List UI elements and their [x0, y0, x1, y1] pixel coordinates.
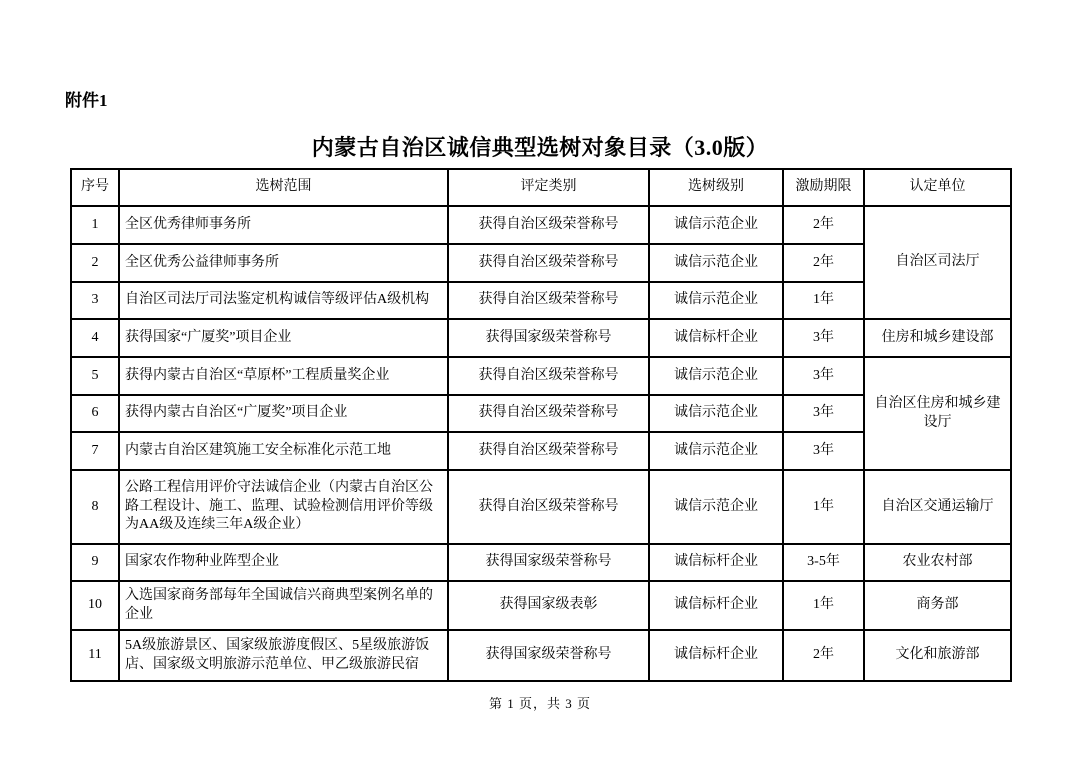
- cell-level: 诚信示范企业: [649, 244, 783, 282]
- cell-no: 7: [71, 432, 119, 470]
- cell-unit: 住房和城乡建设部: [864, 319, 1011, 357]
- cell-unit: 自治区交通运输厅: [864, 470, 1011, 544]
- table-header-row: [71, 169, 1011, 206]
- cell-no: 5: [71, 357, 119, 395]
- cell-scope: 国家农作物种业阵型企业: [119, 544, 448, 581]
- cell-scope: 获得国家“广厦奖”项目企业: [119, 319, 448, 357]
- cell-category: 获得自治区级荣誉称号: [448, 282, 649, 319]
- cell-category: 获得自治区级荣誉称号: [448, 470, 649, 544]
- cell-period: 2年: [783, 244, 864, 282]
- cell-category: 获得国家级表彰: [448, 581, 649, 630]
- cell-no: 6: [71, 395, 119, 432]
- cell-level: 诚信标杆企业: [649, 319, 783, 357]
- cell-category: 获得国家级荣誉称号: [448, 630, 649, 681]
- table-row: [71, 470, 1011, 544]
- page-number-footer: 第 1 页，共 3 页: [488, 696, 591, 711]
- cell-level: 诚信示范企业: [649, 206, 783, 244]
- cell-no: 1: [71, 206, 119, 244]
- cell-unit: 自治区住房和城乡建设厅: [864, 357, 1011, 470]
- cell-scope: 内蒙古自治区建筑施工安全标准化示范工地: [119, 432, 448, 470]
- page-title: 内蒙古自治区诚信典型选树对象目录（3.0版）: [311, 135, 769, 160]
- cell-scope: 获得内蒙古自治区“广厦奖”项目企业: [119, 395, 448, 432]
- header-unit: 认定单位: [864, 169, 1011, 206]
- cell-level: 诚信标杆企业: [649, 544, 783, 581]
- cell-scope: 公路工程信用评价守法诚信企业（内蒙古自治区公路工程设计、施工、监理、试验检测信用评价等级为AA级及连续三年A级企业）: [119, 470, 448, 544]
- table-row: [71, 544, 1011, 581]
- cell-no: 3: [71, 282, 119, 319]
- cell-category: 获得自治区级荣誉称号: [448, 206, 649, 244]
- cell-level: 诚信标杆企业: [649, 581, 783, 630]
- cell-scope: 5A级旅游景区、国家级旅游度假区、5星级旅游饭店、国家级文明旅游示范单位、甲乙级旅游民宿: [119, 630, 448, 681]
- cell-unit: 文化和旅游部: [864, 630, 1011, 681]
- cell-unit: 商务部: [864, 581, 1011, 630]
- cell-period: 1年: [783, 470, 864, 544]
- cell-scope: 全区优秀公益律师事务所: [119, 244, 448, 282]
- cell-period: 3年: [783, 319, 864, 357]
- table-row: [71, 206, 1011, 244]
- cell-category: 获得自治区级荣誉称号: [448, 357, 649, 395]
- cell-level: 诚信示范企业: [649, 395, 783, 432]
- table-row: [71, 581, 1011, 630]
- cell-period: 2年: [783, 630, 864, 681]
- cell-scope: 入选国家商务部每年全国诚信兴商典型案例名单的企业: [119, 581, 448, 630]
- cell-level: 诚信示范企业: [649, 470, 783, 544]
- cell-category: 获得国家级荣誉称号: [448, 319, 649, 357]
- cell-period: 3-5年: [783, 544, 864, 581]
- catalog-table: [70, 168, 1012, 682]
- cell-period: 1年: [783, 581, 864, 630]
- cell-no: 8: [71, 470, 119, 544]
- cell-scope: 获得内蒙古自治区“草原杯”工程质量奖企业: [119, 357, 448, 395]
- cell-no: 9: [71, 544, 119, 581]
- cell-level: 诚信示范企业: [649, 357, 783, 395]
- cell-period: 3年: [783, 395, 864, 432]
- cell-unit: 农业农村部: [864, 544, 1011, 581]
- cell-scope: 全区优秀律师事务所: [119, 206, 448, 244]
- cell-period: 1年: [783, 282, 864, 319]
- cell-category: 获得自治区级荣誉称号: [448, 244, 649, 282]
- table-row: [71, 630, 1011, 681]
- cell-no: 4: [71, 319, 119, 357]
- cell-scope: 自治区司法厅司法鉴定机构诚信等级评估A级机构: [119, 282, 448, 319]
- cell-level: 诚信标杆企业: [649, 630, 783, 681]
- cell-no: 2: [71, 244, 119, 282]
- cell-level: 诚信示范企业: [649, 282, 783, 319]
- cell-no: 10: [71, 581, 119, 630]
- attachment-label: 附件1: [65, 91, 108, 110]
- cell-no: 11: [71, 630, 119, 681]
- cell-category: 获得自治区级荣誉称号: [448, 395, 649, 432]
- header-no: 序号: [71, 169, 119, 206]
- header-scope: 选树范围: [119, 169, 448, 206]
- cell-period: 2年: [783, 206, 864, 244]
- cell-category: 获得国家级荣誉称号: [448, 544, 649, 581]
- cell-category: 获得自治区级荣誉称号: [448, 432, 649, 470]
- cell-level: 诚信示范企业: [649, 432, 783, 470]
- header-period: 激励期限: [783, 169, 864, 206]
- header-level: 选树级别: [649, 169, 783, 206]
- table-row: [71, 357, 1011, 395]
- cell-period: 3年: [783, 432, 864, 470]
- header-category: 评定类别: [448, 169, 649, 206]
- cell-period: 3年: [783, 357, 864, 395]
- table-row: [71, 319, 1011, 357]
- cell-unit: 自治区司法厅: [864, 206, 1011, 319]
